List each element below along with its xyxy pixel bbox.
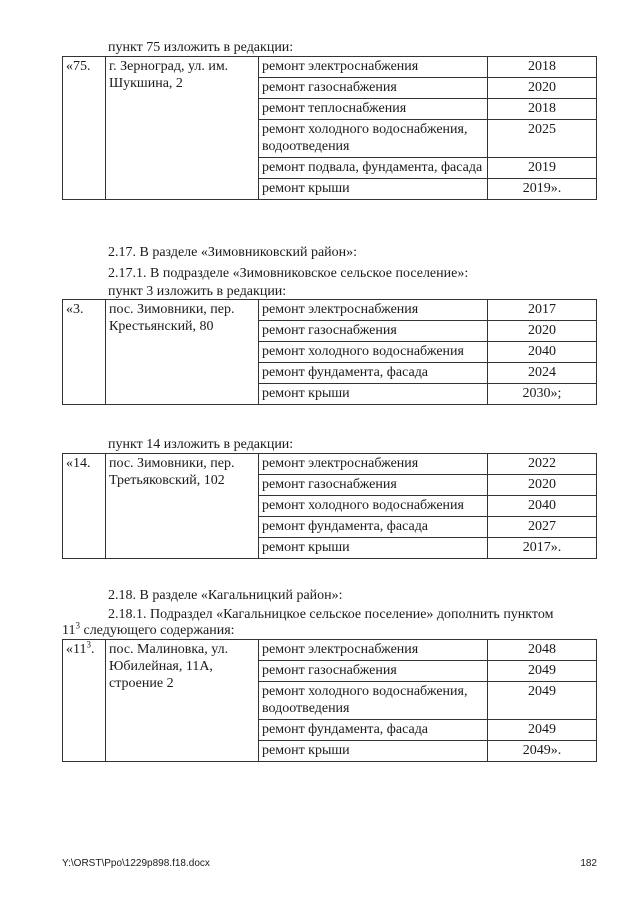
work-cell: ремонт фундамента, фасада <box>259 720 488 741</box>
section-2-18: 2.18. В разделе «Кагальницкий район»: <box>108 588 343 603</box>
table-row <box>63 640 597 661</box>
footer-page-number: 182 <box>580 858 597 869</box>
work-cell: ремонт холодного водоснабжения, водоотведения <box>259 120 488 158</box>
year-cell: 2018 <box>488 57 597 78</box>
year-cell: 2019 <box>488 158 597 179</box>
table-item-14 <box>62 453 597 559</box>
work-cell: ремонт теплоснабжения <box>259 99 488 120</box>
year-cell: 2049 <box>488 720 597 741</box>
year-cell: 2018 <box>488 99 597 120</box>
item-address: г. Зерноград, ул. им. Шукшина, 2 <box>106 57 259 200</box>
year-cell: 2020 <box>488 475 597 496</box>
year-cell: 2040 <box>488 496 597 517</box>
item-number-superscript: 3 <box>75 620 80 631</box>
year-cell: 2020 <box>488 78 597 99</box>
work-cell: ремонт крыши <box>259 741 488 762</box>
table-row <box>63 57 597 78</box>
year-cell: 2020 <box>488 321 597 342</box>
work-cell: ремонт электроснабжения <box>259 57 488 78</box>
item-address: пос. Зимовники, пер. Третьяковский, 102 <box>106 454 259 559</box>
year-cell: 2017 <box>488 300 597 321</box>
work-cell: ремонт газоснабжения <box>259 661 488 682</box>
work-cell: ремонт электроснабжения <box>259 454 488 475</box>
item-number <box>63 640 106 762</box>
item-address: пос. Зимовники, пер. Крестьянский, 80 <box>106 300 259 405</box>
work-cell: ремонт крыши <box>259 179 488 200</box>
work-cell: ремонт фундамента, фасада <box>259 363 488 384</box>
intro-item-75: пункт 75 изложить в редакции: <box>108 40 294 55</box>
work-cell: ремонт газоснабжения <box>259 475 488 496</box>
year-cell: 2027 <box>488 517 597 538</box>
item-number-base: 11 <box>62 623 76 638</box>
section-2-18-1: 2.18.1. Подраздел «Кагальницкое сельское поселение» дополнить пунктом <box>108 607 554 622</box>
item-address: пос. Малиновка, ул. Юбилейная, 11А, строение 2 <box>106 640 259 762</box>
year-cell: 2049». <box>488 741 597 762</box>
section-2-18-1-continued <box>62 620 235 639</box>
section-2-17-1: 2.17.1. В подразделе «Зимовниковское сельское поселение»: <box>108 266 469 281</box>
work-cell: ремонт газоснабжения <box>259 78 488 99</box>
item-number-dot: . <box>90 642 95 657</box>
work-cell: ремонт подвала, фундамента, фасада <box>259 158 488 179</box>
item-number: «3. <box>63 300 106 405</box>
intro-item-14: пункт 14 изложить в редакции: <box>108 437 294 452</box>
item-number: «75. <box>63 57 106 200</box>
year-cell: 2049 <box>488 661 597 682</box>
year-cell: 2049 <box>488 682 597 720</box>
item-number: «14. <box>63 454 106 559</box>
item-number-superscript: 3 <box>86 639 91 650</box>
section-2-17: 2.17. В разделе «Зимовниковский район»: <box>108 245 358 260</box>
table-row <box>63 454 597 475</box>
year-cell: 2019». <box>488 179 597 200</box>
table-item-3 <box>62 299 597 405</box>
intro-item-3: пункт 3 изложить в редакции: <box>108 284 287 299</box>
footer-file-path: Y:\ORST\Ppo\1229p898.f18.docx <box>62 858 210 869</box>
year-cell: 2030»; <box>488 384 597 405</box>
year-cell: 2017». <box>488 538 597 559</box>
year-cell: 2025 <box>488 120 597 158</box>
year-cell: 2024 <box>488 363 597 384</box>
work-cell: ремонт холодного водоснабжения <box>259 496 488 517</box>
table-item-11-3 <box>62 639 597 762</box>
work-cell: ремонт электроснабжения <box>259 640 488 661</box>
section-continuation-text: следующего содержания: <box>79 623 235 638</box>
work-cell: ремонт холодного водоснабжения, водоотведения <box>259 682 488 720</box>
work-cell: ремонт газоснабжения <box>259 321 488 342</box>
work-cell: ремонт фундамента, фасада <box>259 517 488 538</box>
work-cell: ремонт крыши <box>259 384 488 405</box>
work-cell: ремонт электроснабжения <box>259 300 488 321</box>
work-cell: ремонт холодного водоснабжения <box>259 342 488 363</box>
table-item-75 <box>62 56 597 200</box>
year-cell: 2040 <box>488 342 597 363</box>
year-cell: 2048 <box>488 640 597 661</box>
work-cell: ремонт крыши <box>259 538 488 559</box>
year-cell: 2022 <box>488 454 597 475</box>
table-row <box>63 300 597 321</box>
item-number-base: «11 <box>66 642 87 657</box>
